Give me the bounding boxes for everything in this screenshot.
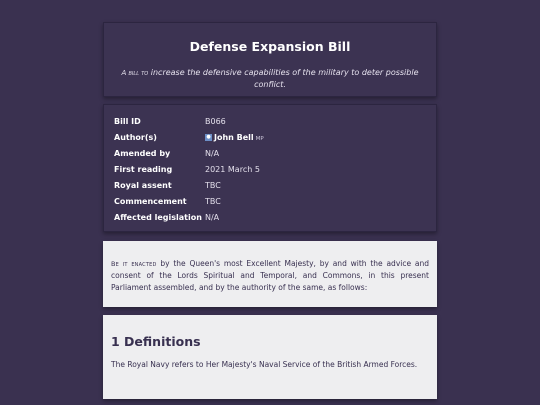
info-value: B066 xyxy=(205,117,226,126)
enacting-formula-text: by the Queen's most Excellent Majesty, by and with the advice and consent of the Lords Spiritual and Temporal, and Commons, in this present Parliament assembled, and by the authority of the same, as follows: xyxy=(111,259,429,292)
info-value: TBC xyxy=(205,181,221,190)
enacting-formula xyxy=(111,258,429,293)
info-value xyxy=(205,132,264,145)
info-label: Affected legislation xyxy=(114,213,202,222)
info-label: Commencement xyxy=(114,197,187,206)
info-value: 2021 March 5 xyxy=(205,165,260,174)
info-value: N/A xyxy=(205,213,220,222)
info-value: N/A xyxy=(205,149,220,158)
bill-long-title-text: increase the defensive capabilities of the military to deter possible conflict. xyxy=(150,68,419,89)
bill-long-title-lead: A bill to xyxy=(121,69,149,77)
bill-title-card xyxy=(103,22,437,97)
enacting-formula-card xyxy=(103,241,437,307)
info-label: Author(s) xyxy=(114,133,157,142)
info-value: TBC xyxy=(205,197,221,206)
enacting-formula-lead: Be it enacted xyxy=(111,260,157,268)
info-label: First reading xyxy=(114,165,173,174)
bill-long-title xyxy=(118,67,422,90)
person-badge-icon: ● xyxy=(206,134,211,140)
bill-info-card xyxy=(103,104,437,232)
author-link[interactable]: John Bell xyxy=(214,133,254,142)
bill-title: Defense Expansion Bill xyxy=(189,39,351,54)
info-label: Bill ID xyxy=(114,117,141,126)
author-suffix: MP xyxy=(255,136,264,142)
section-card-definitions xyxy=(103,315,437,399)
info-label: Royal assent xyxy=(114,181,172,190)
section-heading: 1 Definitions xyxy=(111,334,201,349)
info-label: Amended by xyxy=(114,149,171,158)
section-text: The Royal Navy refers to Her Majesty's Naval Service of the British Armed Forces. xyxy=(111,360,418,369)
